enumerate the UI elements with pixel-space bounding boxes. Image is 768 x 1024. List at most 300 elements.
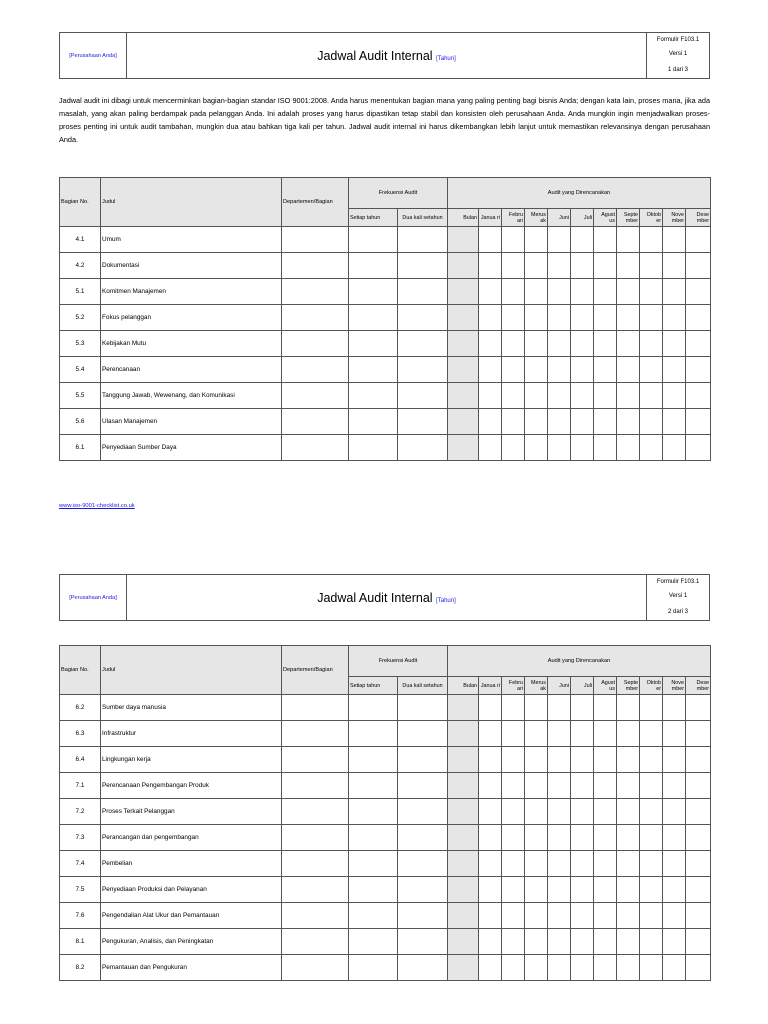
month-cell[interactable] <box>502 383 525 409</box>
month-cell[interactable] <box>663 253 686 279</box>
month-cell[interactable] <box>548 305 571 331</box>
yearly-cell[interactable] <box>349 929 398 955</box>
month-cell[interactable] <box>640 955 663 981</box>
month-cell[interactable] <box>448 825 479 851</box>
month-cell[interactable] <box>448 721 479 747</box>
month-cell[interactable] <box>571 383 594 409</box>
month-cell[interactable] <box>686 253 711 279</box>
month-cell[interactable] <box>448 929 479 955</box>
month-cell[interactable] <box>640 877 663 903</box>
month-cell[interactable] <box>571 279 594 305</box>
month-cell[interactable] <box>502 331 525 357</box>
month-cell[interactable] <box>502 747 525 773</box>
month-cell[interactable] <box>640 929 663 955</box>
month-cell[interactable] <box>571 773 594 799</box>
department-cell[interactable] <box>282 877 349 903</box>
department-cell[interactable] <box>282 409 349 435</box>
month-cell[interactable] <box>448 435 479 461</box>
department-cell[interactable] <box>282 253 349 279</box>
month-cell[interactable] <box>617 227 640 253</box>
department-cell[interactable] <box>282 929 349 955</box>
twice-yearly-cell[interactable] <box>398 825 448 851</box>
department-cell[interactable] <box>282 331 349 357</box>
month-cell[interactable] <box>640 279 663 305</box>
department-cell[interactable] <box>282 383 349 409</box>
month-cell[interactable] <box>502 929 525 955</box>
month-cell[interactable] <box>479 357 502 383</box>
month-cell[interactable] <box>686 929 711 955</box>
month-cell[interactable] <box>594 721 617 747</box>
month-cell[interactable] <box>525 409 548 435</box>
month-cell[interactable] <box>571 331 594 357</box>
month-cell[interactable] <box>686 747 711 773</box>
month-cell[interactable] <box>571 825 594 851</box>
department-cell[interactable] <box>282 851 349 877</box>
month-cell[interactable] <box>502 435 525 461</box>
month-cell[interactable] <box>594 851 617 877</box>
month-cell[interactable] <box>479 929 502 955</box>
yearly-cell[interactable] <box>349 253 398 279</box>
month-cell[interactable] <box>448 253 479 279</box>
twice-yearly-cell[interactable] <box>398 747 448 773</box>
section-number: 5.1 <box>60 279 101 305</box>
month-cell[interactable] <box>502 279 525 305</box>
month-cell[interactable] <box>686 695 711 721</box>
month-cell[interactable] <box>548 721 571 747</box>
twice-yearly-cell[interactable] <box>398 955 448 981</box>
month-cell[interactable] <box>525 331 548 357</box>
month-cell[interactable] <box>448 357 479 383</box>
month-cell[interactable] <box>663 695 686 721</box>
department-cell[interactable] <box>282 799 349 825</box>
month-cell[interactable] <box>548 279 571 305</box>
month-cell[interactable] <box>640 747 663 773</box>
yearly-cell[interactable] <box>349 435 398 461</box>
month-cell[interactable] <box>617 357 640 383</box>
month-cell[interactable] <box>663 331 686 357</box>
month-cell[interactable] <box>571 929 594 955</box>
month-cell[interactable] <box>686 279 711 305</box>
month-cell[interactable] <box>571 799 594 825</box>
month-cell[interactable] <box>617 955 640 981</box>
month-cell[interactable] <box>525 383 548 409</box>
month-cell[interactable] <box>594 331 617 357</box>
month-cell[interactable] <box>448 903 479 929</box>
month-cell[interactable] <box>548 877 571 903</box>
month-cell[interactable] <box>525 825 548 851</box>
department-cell[interactable] <box>282 357 349 383</box>
month-cell[interactable] <box>479 435 502 461</box>
month-cell[interactable] <box>686 721 711 747</box>
month-cell[interactable] <box>617 851 640 877</box>
yearly-cell[interactable] <box>349 383 398 409</box>
month-cell[interactable] <box>479 331 502 357</box>
month-cell[interactable] <box>525 929 548 955</box>
form-number: Formulir F103.1 <box>656 36 700 43</box>
month-cell[interactable] <box>663 825 686 851</box>
header-bulan: Bulan <box>448 677 479 695</box>
month-cell[interactable] <box>479 721 502 747</box>
month-cell[interactable] <box>502 409 525 435</box>
month-cell[interactable] <box>640 331 663 357</box>
month-cell[interactable] <box>640 383 663 409</box>
section-title: Pemantauan dan Pengukuran <box>101 955 282 981</box>
department-cell[interactable] <box>282 227 349 253</box>
month-cell[interactable] <box>663 409 686 435</box>
month-cell[interactable] <box>525 695 548 721</box>
yearly-cell[interactable] <box>349 409 398 435</box>
month-cell[interactable] <box>502 253 525 279</box>
month-cell[interactable] <box>548 799 571 825</box>
month-cell[interactable] <box>617 435 640 461</box>
month-cell[interactable] <box>663 903 686 929</box>
yearly-cell[interactable] <box>349 331 398 357</box>
month-cell[interactable] <box>663 747 686 773</box>
twice-yearly-cell[interactable] <box>398 877 448 903</box>
month-cell[interactable] <box>448 279 479 305</box>
month-cell[interactable] <box>525 747 548 773</box>
month-cell[interactable] <box>640 799 663 825</box>
section-title: Pengendalian Alat Ukur dan Pemantauan <box>101 903 282 929</box>
month-cell[interactable] <box>663 279 686 305</box>
month-cell[interactable] <box>525 435 548 461</box>
month-cell[interactable] <box>686 903 711 929</box>
month-cell[interactable] <box>663 357 686 383</box>
month-cell[interactable] <box>663 929 686 955</box>
month-cell[interactable] <box>594 279 617 305</box>
twice-yearly-cell[interactable] <box>398 279 448 305</box>
table-row <box>60 305 711 331</box>
month-cell[interactable] <box>617 305 640 331</box>
month-cell[interactable] <box>594 357 617 383</box>
month-cell[interactable] <box>571 305 594 331</box>
month-cell[interactable] <box>640 357 663 383</box>
month-cell[interactable] <box>640 435 663 461</box>
month-cell[interactable] <box>571 357 594 383</box>
section-title: Lingkungan kerja <box>101 747 282 773</box>
department-cell[interactable] <box>282 903 349 929</box>
month-cell[interactable] <box>479 773 502 799</box>
month-cell[interactable] <box>594 695 617 721</box>
twice-yearly-cell[interactable] <box>398 929 448 955</box>
month-cell[interactable] <box>548 929 571 955</box>
month-cell[interactable] <box>571 747 594 773</box>
month-cell[interactable] <box>479 825 502 851</box>
month-cell[interactable] <box>502 877 525 903</box>
department-cell[interactable] <box>282 305 349 331</box>
month-cell[interactable] <box>640 695 663 721</box>
month-cell[interactable] <box>594 435 617 461</box>
month-cell[interactable] <box>448 331 479 357</box>
department-cell[interactable] <box>282 279 349 305</box>
month-cell[interactable] <box>525 773 548 799</box>
month-cell[interactable] <box>686 825 711 851</box>
month-cell[interactable] <box>479 695 502 721</box>
month-cell[interactable] <box>571 903 594 929</box>
twice-yearly-cell[interactable] <box>398 253 448 279</box>
month-cell[interactable] <box>479 227 502 253</box>
twice-yearly-cell[interactable] <box>398 903 448 929</box>
month-cell[interactable] <box>686 877 711 903</box>
section-title: Penyediaan Sumber Daya <box>101 435 282 461</box>
month-cell[interactable] <box>448 409 479 435</box>
month-cell[interactable] <box>663 851 686 877</box>
month-cell[interactable] <box>571 695 594 721</box>
header-dua-kali: Dua kali setahun <box>398 209 448 227</box>
month-cell[interactable] <box>640 903 663 929</box>
month-cell[interactable] <box>548 331 571 357</box>
month-cell[interactable] <box>525 227 548 253</box>
month-cell[interactable] <box>448 877 479 903</box>
twice-yearly-cell[interactable] <box>398 383 448 409</box>
month-cell[interactable] <box>502 721 525 747</box>
month-cell[interactable] <box>479 409 502 435</box>
yearly-cell[interactable] <box>349 695 398 721</box>
month-cell[interactable] <box>617 929 640 955</box>
month-cell[interactable] <box>640 305 663 331</box>
month-cell[interactable] <box>479 955 502 981</box>
month-cell[interactable] <box>571 227 594 253</box>
month-cell[interactable] <box>479 851 502 877</box>
department-cell[interactable] <box>282 721 349 747</box>
month-cell[interactable] <box>640 773 663 799</box>
month-cell[interactable] <box>594 409 617 435</box>
twice-yearly-cell[interactable] <box>398 305 448 331</box>
month-cell[interactable] <box>548 435 571 461</box>
month-cell[interactable] <box>663 773 686 799</box>
month-cell[interactable] <box>571 435 594 461</box>
month-cell[interactable] <box>479 877 502 903</box>
month-cell[interactable] <box>502 955 525 981</box>
month-cell[interactable] <box>617 799 640 825</box>
month-cell[interactable] <box>617 721 640 747</box>
yearly-cell[interactable] <box>349 877 398 903</box>
twice-yearly-cell[interactable] <box>398 435 448 461</box>
department-cell[interactable] <box>282 955 349 981</box>
month-cell[interactable] <box>594 747 617 773</box>
month-cell[interactable] <box>502 695 525 721</box>
yearly-cell[interactable] <box>349 773 398 799</box>
month-cell[interactable] <box>502 799 525 825</box>
month-cell[interactable] <box>479 747 502 773</box>
yearly-cell[interactable] <box>349 721 398 747</box>
yearly-cell[interactable] <box>349 955 398 981</box>
month-cell[interactable] <box>617 903 640 929</box>
month-cell[interactable] <box>663 383 686 409</box>
yearly-cell[interactable] <box>349 903 398 929</box>
website-link[interactable]: www.iso-9001-checklist.co.uk <box>59 503 135 509</box>
month-cell[interactable] <box>594 903 617 929</box>
month-cell[interactable] <box>479 799 502 825</box>
month-cell[interactable] <box>525 851 548 877</box>
month-cell[interactable] <box>617 331 640 357</box>
month-cell[interactable] <box>686 435 711 461</box>
month-cell[interactable] <box>525 721 548 747</box>
section-number: 7.4 <box>60 851 101 877</box>
yearly-cell[interactable] <box>349 305 398 331</box>
twice-yearly-cell[interactable] <box>398 227 448 253</box>
month-cell[interactable] <box>571 877 594 903</box>
month-cell[interactable] <box>594 799 617 825</box>
month-cell[interactable] <box>594 825 617 851</box>
month-cell[interactable] <box>502 357 525 383</box>
month-cell[interactable] <box>686 331 711 357</box>
month-cell[interactable] <box>617 747 640 773</box>
month-cell[interactable] <box>640 851 663 877</box>
month-cell[interactable] <box>525 305 548 331</box>
month-cell[interactable] <box>502 851 525 877</box>
month-cell[interactable] <box>640 227 663 253</box>
audit-schedule-table-2 <box>59 645 711 981</box>
month-cell[interactable] <box>448 227 479 253</box>
month-cell[interactable] <box>448 773 479 799</box>
month-cell[interactable] <box>594 227 617 253</box>
month-cell[interactable] <box>663 955 686 981</box>
month-cell[interactable] <box>663 227 686 253</box>
yearly-cell[interactable] <box>349 227 398 253</box>
month-cell[interactable] <box>448 383 479 409</box>
twice-yearly-cell[interactable] <box>398 331 448 357</box>
department-cell[interactable] <box>282 695 349 721</box>
form-meta <box>647 575 710 621</box>
month-cell[interactable] <box>640 253 663 279</box>
section-number: 5.6 <box>60 409 101 435</box>
month-cell[interactable] <box>686 851 711 877</box>
month-cell[interactable] <box>571 955 594 981</box>
month-cell[interactable] <box>640 825 663 851</box>
month-cell[interactable] <box>548 695 571 721</box>
month-cell[interactable] <box>617 877 640 903</box>
yearly-cell[interactable] <box>349 279 398 305</box>
month-cell[interactable] <box>448 955 479 981</box>
month-cell[interactable] <box>686 227 711 253</box>
month-cell[interactable] <box>594 773 617 799</box>
month-cell[interactable] <box>594 955 617 981</box>
month-cell[interactable] <box>548 227 571 253</box>
month-cell[interactable] <box>686 305 711 331</box>
month-cell[interactable] <box>663 721 686 747</box>
month-cell[interactable] <box>548 825 571 851</box>
month-cell[interactable] <box>548 773 571 799</box>
twice-yearly-cell[interactable] <box>398 851 448 877</box>
month-cell[interactable] <box>448 747 479 773</box>
month-cell[interactable] <box>479 279 502 305</box>
yearly-cell[interactable] <box>349 825 398 851</box>
month-cell[interactable] <box>594 383 617 409</box>
month-cell[interactable] <box>548 409 571 435</box>
month-cell[interactable] <box>617 409 640 435</box>
month-cell[interactable] <box>571 851 594 877</box>
month-cell[interactable] <box>571 721 594 747</box>
month-cell[interactable] <box>548 851 571 877</box>
month-cell[interactable] <box>663 877 686 903</box>
month-cell[interactable] <box>502 773 525 799</box>
month-cell[interactable] <box>502 903 525 929</box>
month-cell[interactable] <box>571 253 594 279</box>
month-cell[interactable] <box>479 903 502 929</box>
month-cell[interactable] <box>594 305 617 331</box>
month-cell[interactable] <box>525 799 548 825</box>
department-cell[interactable] <box>282 435 349 461</box>
month-cell[interactable] <box>525 877 548 903</box>
section-title: Komitmen Manajemen <box>101 279 282 305</box>
month-cell[interactable] <box>617 383 640 409</box>
month-cell[interactable] <box>617 279 640 305</box>
month-cell[interactable] <box>686 357 711 383</box>
month-cell[interactable] <box>548 903 571 929</box>
month-cell[interactable] <box>663 305 686 331</box>
month-cell[interactable] <box>525 253 548 279</box>
month-cell[interactable] <box>686 409 711 435</box>
department-cell[interactable] <box>282 825 349 851</box>
month-cell[interactable] <box>448 799 479 825</box>
month-cell[interactable] <box>617 773 640 799</box>
month-cell[interactable] <box>502 305 525 331</box>
month-cell[interactable] <box>525 279 548 305</box>
header-month: Septe mber <box>617 209 640 227</box>
twice-yearly-cell[interactable] <box>398 695 448 721</box>
yearly-cell[interactable] <box>349 357 398 383</box>
month-cell[interactable] <box>479 253 502 279</box>
month-cell[interactable] <box>686 383 711 409</box>
month-cell[interactable] <box>571 409 594 435</box>
month-cell[interactable] <box>502 227 525 253</box>
twice-yearly-cell[interactable] <box>398 721 448 747</box>
month-cell[interactable] <box>548 383 571 409</box>
month-cell[interactable] <box>663 799 686 825</box>
month-cell[interactable] <box>617 695 640 721</box>
month-cell[interactable] <box>686 955 711 981</box>
month-cell[interactable] <box>548 253 571 279</box>
month-cell[interactable] <box>525 903 548 929</box>
month-cell[interactable] <box>479 383 502 409</box>
month-cell[interactable] <box>548 747 571 773</box>
department-cell[interactable] <box>282 747 349 773</box>
month-cell[interactable] <box>640 409 663 435</box>
twice-yearly-cell[interactable] <box>398 773 448 799</box>
month-cell[interactable] <box>686 799 711 825</box>
month-cell[interactable] <box>448 305 479 331</box>
month-cell[interactable] <box>502 825 525 851</box>
document-title <box>127 575 647 621</box>
month-cell[interactable] <box>617 825 640 851</box>
table-row <box>60 253 711 279</box>
yearly-cell[interactable] <box>349 799 398 825</box>
yearly-cell[interactable] <box>349 851 398 877</box>
month-cell[interactable] <box>448 851 479 877</box>
yearly-cell[interactable] <box>349 747 398 773</box>
twice-yearly-cell[interactable] <box>398 799 448 825</box>
title-text: Jadwal Audit Internal <box>317 48 433 63</box>
month-cell[interactable] <box>525 955 548 981</box>
month-cell[interactable] <box>686 773 711 799</box>
month-cell[interactable] <box>663 435 686 461</box>
header-judul: Judul <box>101 178 282 227</box>
twice-yearly-cell[interactable] <box>398 357 448 383</box>
month-cell[interactable] <box>548 357 571 383</box>
month-cell[interactable] <box>594 253 617 279</box>
month-cell[interactable] <box>594 877 617 903</box>
month-cell[interactable] <box>448 695 479 721</box>
month-cell[interactable] <box>594 929 617 955</box>
month-cell[interactable] <box>548 955 571 981</box>
month-cell[interactable] <box>640 721 663 747</box>
month-cell[interactable] <box>479 305 502 331</box>
twice-yearly-cell[interactable] <box>398 409 448 435</box>
month-cell[interactable] <box>617 253 640 279</box>
department-cell[interactable] <box>282 773 349 799</box>
month-cell[interactable] <box>525 357 548 383</box>
